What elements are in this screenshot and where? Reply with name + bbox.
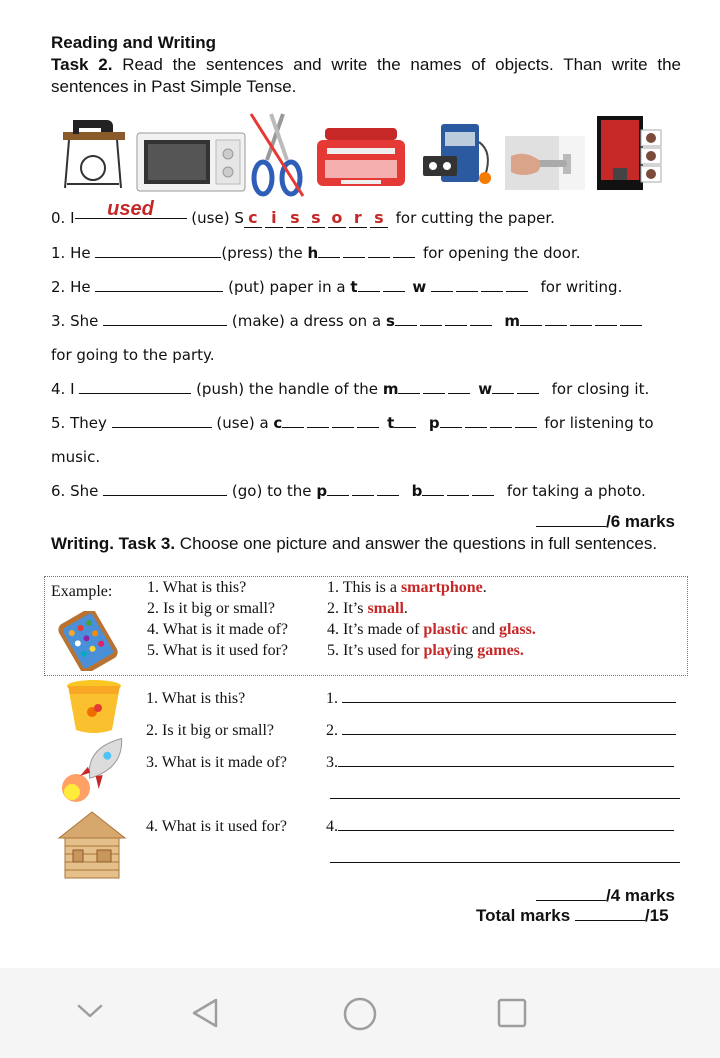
example-answer-2 — [327, 600, 408, 618]
answer-4 — [326, 818, 674, 836]
section-title: Reading and Writing — [51, 33, 216, 52]
exercise-5-tail: for listening to — [544, 414, 654, 432]
exercise-1-tail: for opening the door. — [422, 244, 581, 262]
answer-3 — [326, 754, 674, 772]
blank[interactable] — [506, 279, 528, 292]
exercise-1-answer-line[interactable] — [95, 245, 221, 258]
task3-label: Writing. Task 3. — [51, 534, 176, 553]
exercise-5-hint-3: p — [428, 414, 440, 432]
exercise-4-tail: for closing it. — [551, 380, 650, 398]
sewing-machine-picture — [55, 112, 131, 192]
exercise-0 — [51, 198, 555, 228]
exercise-3-verb: (make) a dress on a — [231, 312, 382, 330]
example-answer-4-keyword-1: plastic — [423, 621, 468, 638]
exercise-4-number: 4. I — [51, 380, 75, 398]
answer-4-extra — [330, 850, 680, 868]
scissors-picture — [249, 112, 305, 198]
blank[interactable] — [570, 313, 592, 326]
rocket-picture — [56, 738, 138, 804]
log-house-picture — [55, 808, 129, 882]
task2-label: Task 2. — [51, 55, 113, 74]
task3-instructions — [51, 533, 681, 555]
exercise-5 — [51, 414, 654, 432]
blank[interactable] — [318, 245, 340, 258]
blank[interactable] — [368, 245, 390, 258]
example-answer-5 — [327, 642, 524, 660]
blank[interactable] — [492, 381, 514, 394]
blank[interactable] — [358, 279, 380, 292]
answer-3-line[interactable] — [338, 754, 674, 767]
answer-3-extra — [330, 786, 680, 804]
example-question-4: 4. What is it made of? — [147, 621, 288, 638]
blank[interactable] — [595, 313, 617, 326]
blank[interactable] — [398, 381, 420, 394]
exercise-0-verb: (use) — [191, 209, 230, 227]
example-answer-5-keyword-1: play — [423, 642, 453, 659]
exercise-2-hint-1: t — [350, 278, 358, 296]
exercise-3-tail: for going to the party. — [51, 346, 215, 364]
blank[interactable] — [445, 313, 467, 326]
exercise-3-hint-1: s — [385, 312, 395, 330]
letter-s1: s — [286, 208, 304, 228]
example-question-5: 5. What is it used for? — [147, 642, 289, 659]
example-answer-5-keyword-2: games. — [477, 642, 524, 659]
exercise-5-number: 5. They — [51, 414, 107, 432]
blank[interactable] — [470, 313, 492, 326]
task2-instructions — [51, 54, 681, 98]
exercise-6 — [51, 482, 646, 500]
example-answer-1 — [327, 579, 487, 597]
blank[interactable] — [420, 313, 442, 326]
example-answer-1-end: . — [482, 579, 487, 596]
exercise-2-hint-2: w — [412, 278, 427, 296]
exercise-4-hint-1: m — [382, 380, 399, 398]
task2-marks — [536, 512, 675, 532]
example-question-2: 2. Is it big or small? — [147, 600, 275, 617]
blank[interactable] — [332, 415, 354, 428]
example-answer-2-end: . — [403, 600, 408, 617]
exercise-1-hint: h — [307, 244, 319, 262]
exercise-2 — [51, 278, 622, 296]
letter-s2: s — [307, 208, 325, 228]
answer-1-line[interactable] — [342, 690, 676, 703]
exercise-5-continued — [51, 448, 100, 466]
microwave-picture — [136, 132, 246, 192]
exercise-6-answer-line[interactable] — [103, 483, 227, 496]
blank[interactable] — [465, 415, 487, 428]
blank[interactable] — [377, 483, 399, 496]
exercise-4-hint-2: w — [478, 380, 493, 398]
letter-r: r — [349, 208, 367, 228]
blank[interactable] — [352, 483, 374, 496]
example-answer-1-text: 1. This is a — [327, 579, 401, 596]
blank[interactable] — [472, 483, 494, 496]
home-icon[interactable] — [342, 996, 378, 1032]
blank[interactable] — [327, 483, 349, 496]
blank[interactable] — [343, 245, 365, 258]
question-2: 2. Is it big or small? — [146, 722, 274, 739]
answer-4-line[interactable] — [338, 818, 674, 831]
flowerpot-picture — [64, 678, 124, 734]
blank[interactable] — [448, 381, 470, 394]
example-question-1: 1. What is this? — [147, 579, 247, 596]
photo-booth-picture — [591, 112, 667, 192]
blank[interactable] — [520, 313, 542, 326]
question-4: 4. What is it used for? — [146, 818, 288, 835]
blank[interactable] — [422, 483, 444, 496]
exercise-5-answer-line[interactable] — [112, 415, 212, 428]
exercise-5-tail-2: music. — [51, 448, 101, 466]
answer-1-number: 1. — [326, 690, 338, 707]
answer-2-number: 2. — [326, 722, 338, 739]
letter-i: i — [265, 208, 283, 228]
example-answer-2-text: 2. It’s — [327, 600, 368, 617]
door-handle-picture — [505, 136, 585, 190]
answer-4-number: 4. — [326, 818, 338, 835]
blank[interactable] — [545, 313, 567, 326]
blank[interactable] — [307, 415, 329, 428]
cassette-player-picture — [421, 122, 495, 190]
blank[interactable] — [440, 415, 462, 428]
exercise-1 — [51, 244, 581, 262]
task3-marks — [536, 886, 675, 906]
exercise-6-tail: for taking a photo. — [506, 482, 646, 500]
example-answer-1-keyword: smartphone — [400, 579, 483, 596]
blank[interactable] — [515, 415, 537, 428]
letter-o: o — [328, 208, 346, 228]
exercise-6-hint-1: p — [316, 482, 328, 500]
question-3: 3. What is it made of? — [146, 754, 287, 771]
question-1: 1. What is this? — [146, 690, 246, 707]
exercise-3 — [51, 312, 645, 330]
task3-marks-label: /4 marks — [606, 886, 675, 905]
blank[interactable] — [456, 279, 478, 292]
blank[interactable] — [431, 279, 453, 292]
task3-text: Choose one picture and answer the questions in full sentences. — [175, 534, 658, 553]
blank[interactable] — [383, 279, 405, 292]
objects-picture-row — [51, 112, 671, 198]
example-answer-4-mid: and — [467, 621, 499, 638]
letter-s3: s — [370, 208, 388, 228]
smartphone-icon — [53, 611, 123, 671]
example-answer-4-keyword-2: glass. — [498, 621, 536, 638]
answer-4-extra-line[interactable] — [330, 850, 680, 863]
blank[interactable] — [423, 381, 445, 394]
exercise-2-answer-line[interactable] — [95, 279, 223, 292]
blank[interactable] — [447, 483, 469, 496]
task2-marks-line[interactable] — [536, 513, 606, 527]
exercise-0-tail: for cutting the paper. — [395, 209, 555, 227]
total-marks-value: /15 — [644, 906, 669, 925]
blank[interactable] — [395, 313, 417, 326]
task2-text: Read the sentences and write the names of objects. Than write the sentences in Past Simple Tense. — [51, 55, 682, 96]
exercise-4 — [51, 380, 649, 398]
exercise-4-answer-line[interactable] — [79, 381, 191, 394]
total-marks-line[interactable] — [575, 907, 645, 921]
system-navigation-bar — [0, 968, 720, 1058]
blank[interactable] — [481, 279, 503, 292]
exercise-0-answer: used — [107, 198, 154, 220]
total-marks-label: Total marks — [476, 906, 571, 925]
exercise-6-hint-2: b — [411, 482, 423, 500]
typewriter-picture — [313, 126, 409, 190]
back-icon[interactable] — [188, 996, 222, 1030]
exercise-2-number: 2. He — [51, 278, 91, 296]
exercise-6-verb: (go) to the — [231, 482, 312, 500]
blank[interactable] — [357, 415, 379, 428]
answer-3-number: 3. — [326, 754, 338, 771]
letter-c: c — [244, 208, 262, 228]
exercise-1-verb: (press) the — [221, 244, 303, 262]
exercise-3-hint-2: m — [504, 312, 521, 330]
blank[interactable] — [517, 381, 539, 394]
task2-marks-label: /6 marks — [606, 512, 675, 531]
example-answer-2-keyword: small — [367, 600, 404, 617]
blank[interactable] — [282, 415, 304, 428]
example-box — [44, 576, 688, 676]
example-answer-4 — [327, 621, 536, 639]
answer-3-extra-line[interactable] — [330, 786, 680, 799]
exercise-2-verb: (put) paper in a — [228, 278, 346, 296]
task3-marks-line[interactable] — [536, 887, 606, 901]
exercise-3-answer-line[interactable] — [103, 313, 227, 326]
exercise-0-answer-line — [75, 198, 187, 220]
example-answer-5-mid: ing — [452, 642, 478, 659]
exercise-5-hint-2: t — [387, 414, 395, 432]
exercise-3-number: 3. She — [51, 312, 99, 330]
exercise-3-continued — [51, 346, 215, 364]
exercise-5-verb: (use) a — [216, 414, 269, 432]
blank[interactable] — [394, 415, 416, 428]
total-marks — [476, 906, 669, 926]
example-answer-4-text: 4. It’s made of — [327, 621, 424, 638]
exercise-4-verb: (push) the handle of the — [196, 380, 379, 398]
exercise-6-number: 6. She — [51, 482, 99, 500]
blank[interactable] — [490, 415, 512, 428]
blank[interactable] — [620, 313, 642, 326]
example-label: Example: — [51, 583, 113, 600]
blank[interactable] — [393, 245, 415, 258]
exercise-0-first-letter: S — [234, 209, 244, 227]
exercise-5-hint-1: c — [273, 414, 283, 432]
answer-2-line[interactable] — [342, 722, 676, 735]
chevron-down-icon[interactable] — [76, 1000, 104, 1022]
answer-1 — [326, 690, 676, 708]
answer-2 — [326, 722, 676, 740]
recent-apps-icon[interactable] — [496, 997, 528, 1029]
exercise-2-tail: for writing. — [540, 278, 623, 296]
example-answer-5-text: 5. It’s used for — [327, 642, 424, 659]
exercise-1-number: 1. He — [51, 244, 91, 262]
exercise-0-number: 0. I — [51, 209, 75, 227]
